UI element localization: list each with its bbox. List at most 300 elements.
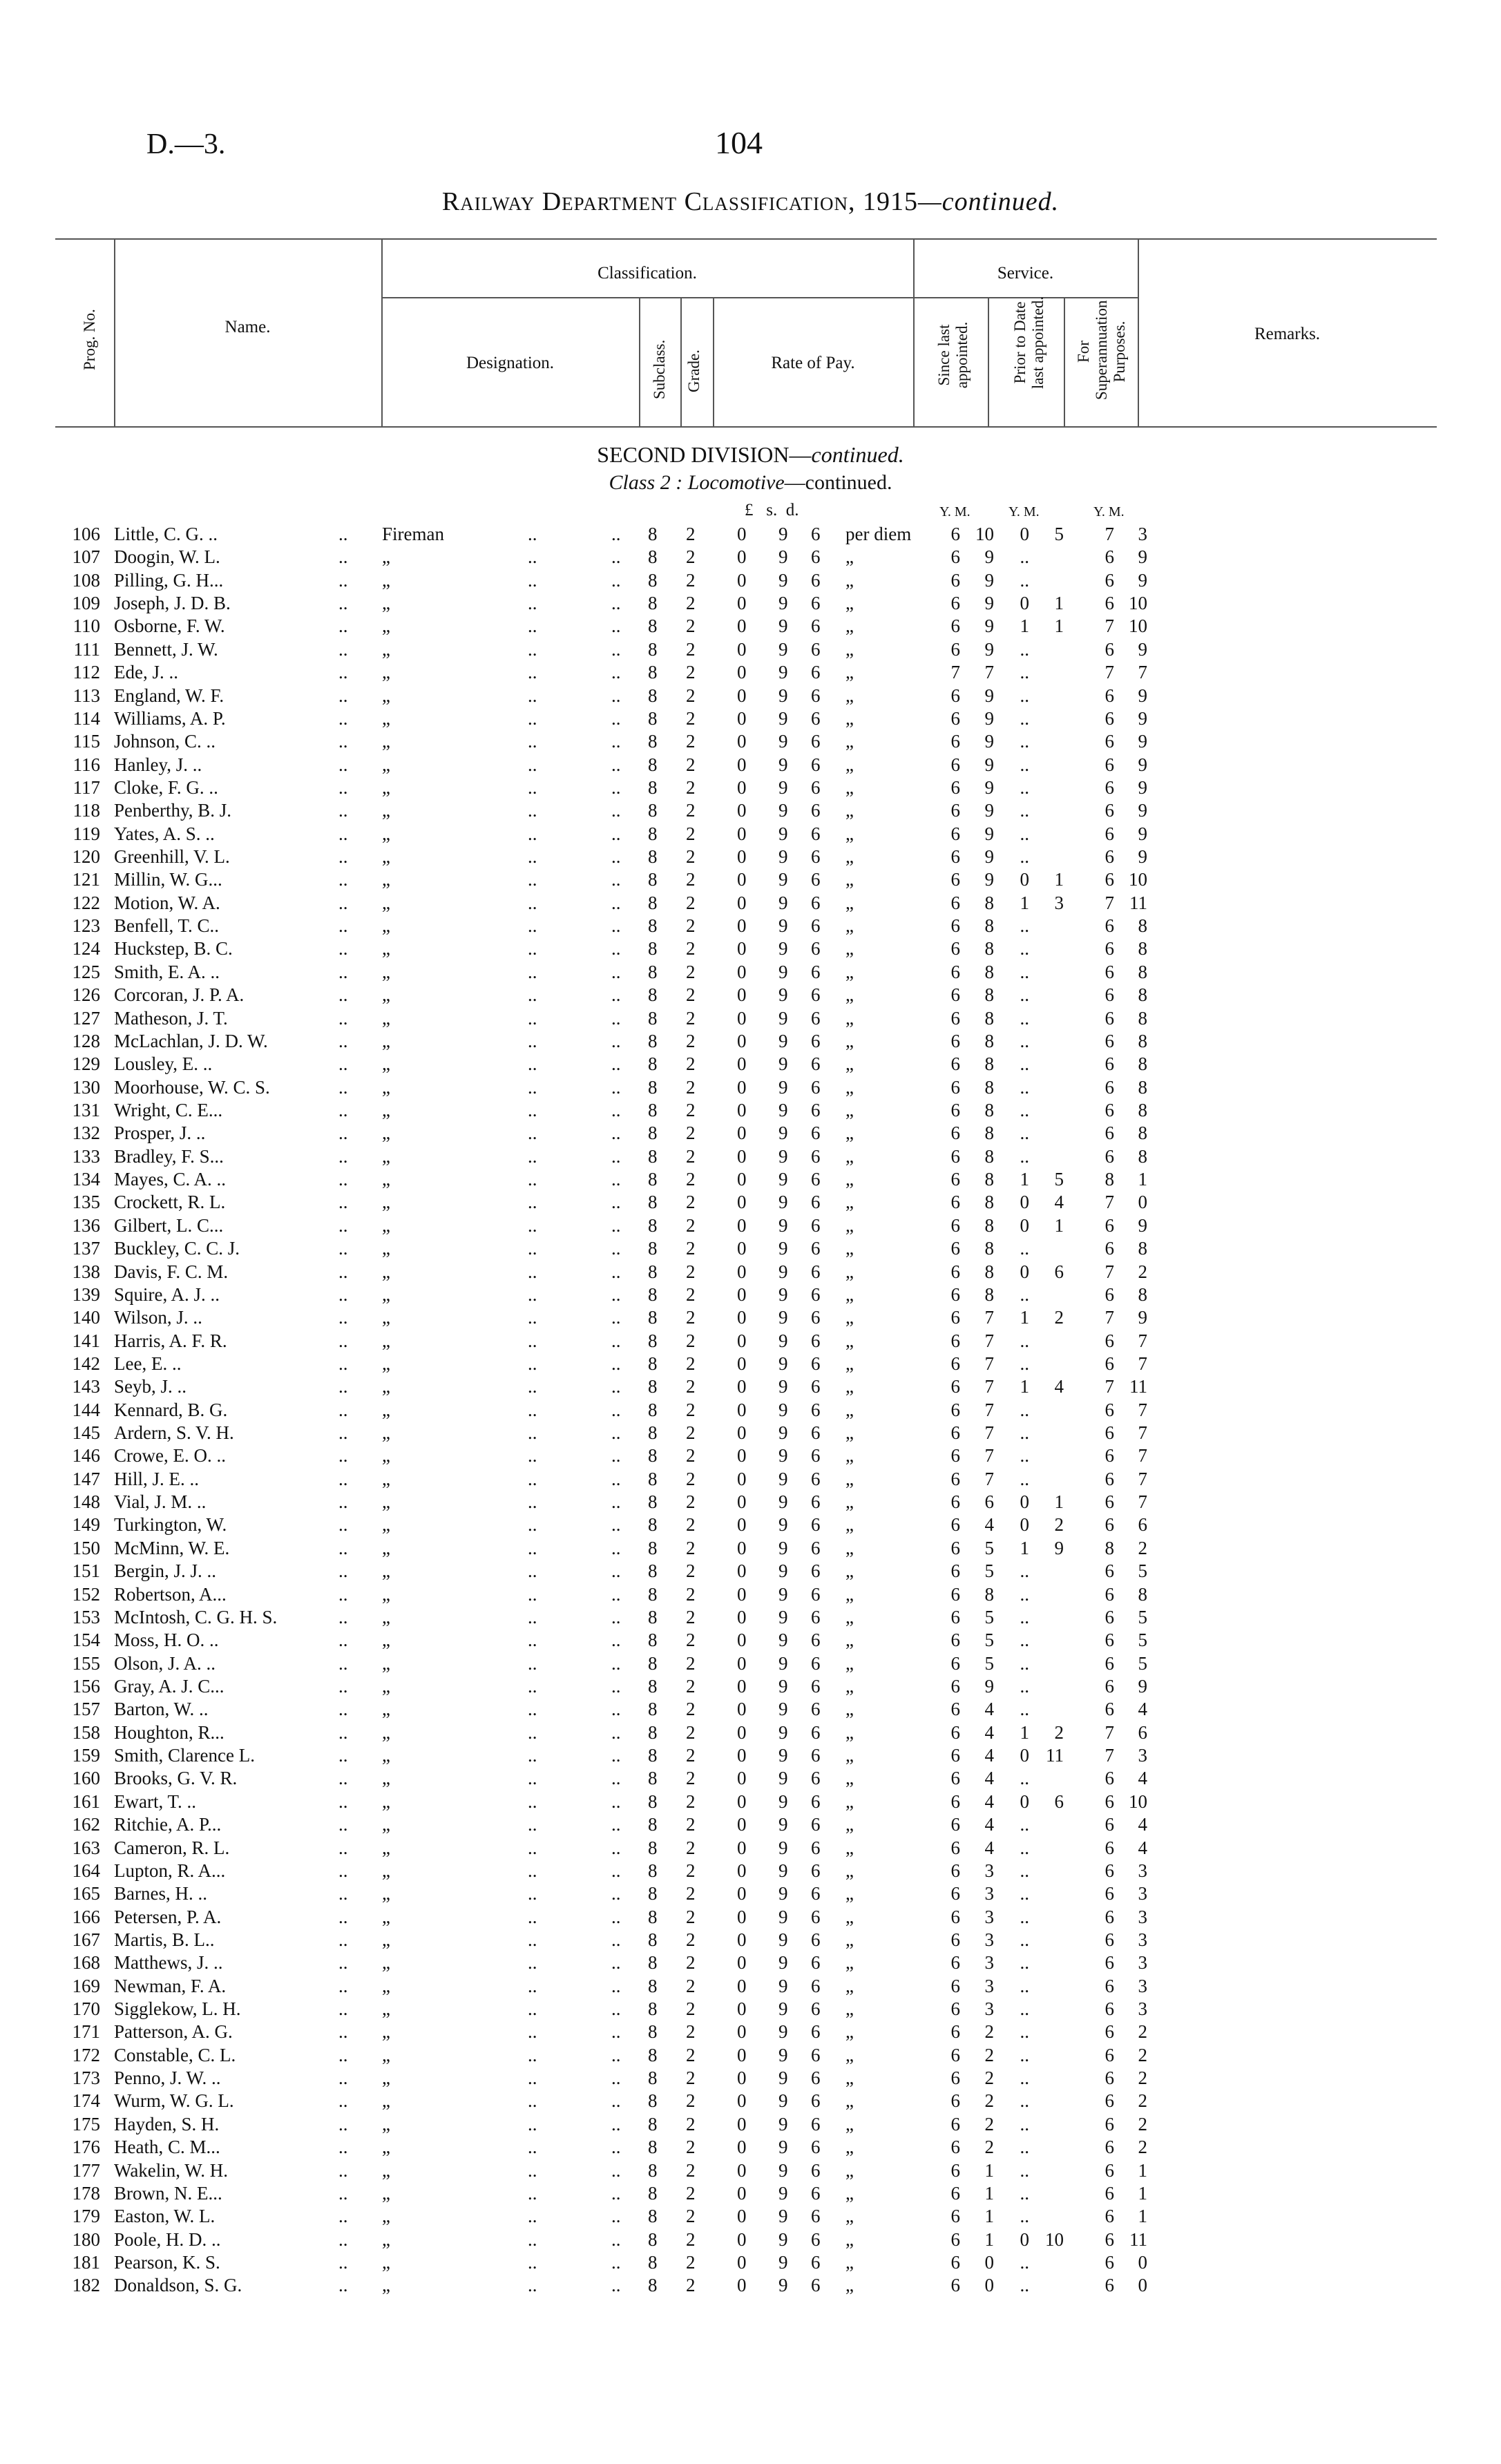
cell-pay-pounds: 0 xyxy=(737,731,747,752)
table-row xyxy=(0,2182,1501,2205)
cell-super-years: 7 xyxy=(1105,1376,1114,1397)
leader-dots: .. xyxy=(611,1906,621,1927)
cell-super-months: 2 xyxy=(1138,1537,1147,1558)
leader-dots: .. xyxy=(528,1376,537,1397)
cell-prior-years: 1 xyxy=(1020,1537,1029,1558)
cell-since-months: 4 xyxy=(984,1837,994,1858)
cell-prior-years: .. xyxy=(1020,1952,1029,1974)
cell-since-years: 6 xyxy=(950,1606,960,1627)
cell-pay-pounds: 0 xyxy=(737,1560,747,1582)
cell-super-years: 6 xyxy=(1105,1007,1114,1029)
header-service: Service. xyxy=(997,264,1054,283)
cell-designation: „ xyxy=(382,1975,390,1996)
leader-dots: .. xyxy=(528,593,537,614)
cell-grade: 2 xyxy=(686,1952,696,1974)
cell-prior-years: .. xyxy=(1020,707,1029,729)
class-name: Locomotive xyxy=(687,471,785,494)
cell-pay-pence: 6 xyxy=(811,1214,821,1236)
cell-prog-no: 126 xyxy=(72,984,100,1006)
cell-since-months: 9 xyxy=(984,615,994,637)
cell-since-months: 10 xyxy=(975,524,994,544)
cell-prior-years: 0 xyxy=(1020,1491,1029,1513)
cell-pay-period: „ xyxy=(845,1283,854,1305)
cell-prior-years: .. xyxy=(1020,1145,1029,1167)
cell-since-months: 9 xyxy=(984,546,994,568)
cell-since-years: 6 xyxy=(950,1790,960,1812)
cell-pay-period: „ xyxy=(845,1422,854,1444)
cell-super-years: 6 xyxy=(1105,1353,1114,1374)
leader-dots: .. xyxy=(528,1814,537,1835)
cell-since-months: 4 xyxy=(984,1514,994,1536)
cell-pay-period: „ xyxy=(845,1998,854,2020)
cell-grade: 2 xyxy=(686,776,696,798)
leader-dots: .. xyxy=(528,1906,537,1927)
cell-subclass: 8 xyxy=(648,823,658,844)
cell-pay-pence: 6 xyxy=(811,938,821,959)
leader-dots: .. xyxy=(338,1145,348,1167)
cell-super-months: 11 xyxy=(1129,1376,1147,1397)
cell-pay-shillings: 9 xyxy=(778,1860,788,1881)
leader-dots: .. xyxy=(338,2113,348,2134)
leader-dots: .. xyxy=(338,1283,348,1305)
leader-dots: .. xyxy=(338,892,348,913)
cell-pay-pence: 6 xyxy=(811,1630,821,1651)
cell-subclass: 8 xyxy=(648,1261,658,1282)
cell-pay-pence: 6 xyxy=(811,2090,821,2112)
cell-prog-no: 158 xyxy=(72,1721,100,1743)
cell-pay-period: „ xyxy=(845,685,854,706)
cell-pay-shillings: 9 xyxy=(778,1330,788,1351)
cell-prog-no: 169 xyxy=(72,1975,100,1996)
leader-dots: .. xyxy=(338,2206,348,2227)
cell-prior-months: 3 xyxy=(1054,892,1064,913)
cell-since-months: 4 xyxy=(984,1768,994,1789)
cell-super-months: 1 xyxy=(1138,2182,1147,2204)
cell-prior-years: 0 xyxy=(1020,593,1029,614)
cell-pay-pounds: 0 xyxy=(737,2206,747,2227)
cell-subclass: 8 xyxy=(648,754,658,775)
cell-pay-pounds: 0 xyxy=(737,1169,747,1190)
cell-subclass: 8 xyxy=(648,1445,658,1467)
cell-pay-pence: 6 xyxy=(811,1076,821,1098)
cell-name: Penberthy, B. J. xyxy=(114,800,231,821)
leader-dots: .. xyxy=(611,2228,621,2250)
cell-subclass: 8 xyxy=(648,2275,658,2296)
header-since-last: Since last appointed. xyxy=(935,321,971,389)
cell-prog-no: 124 xyxy=(72,938,100,959)
leader-dots: .. xyxy=(338,2137,348,2158)
cell-pay-pounds: 0 xyxy=(737,1583,747,1605)
cell-subclass: 8 xyxy=(648,1768,658,1789)
cell-pay-shillings: 9 xyxy=(778,1123,788,1144)
cell-prior-years: .. xyxy=(1020,2252,1029,2273)
cell-name: Johnson, C. .. xyxy=(114,731,216,752)
cell-super-years: 7 xyxy=(1105,1745,1114,1766)
cell-since-years: 6 xyxy=(950,731,960,752)
table-row xyxy=(0,1283,1501,1306)
cell-super-years: 6 xyxy=(1105,984,1114,1006)
cell-name: Bennett, J. W. xyxy=(114,638,218,660)
cell-name: Ritchie, A. P... xyxy=(114,1814,222,1835)
cell-designation: „ xyxy=(382,1422,390,1444)
cell-super-years: 6 xyxy=(1105,1283,1114,1305)
cell-pay-pence: 6 xyxy=(811,984,821,1006)
classification-underline xyxy=(381,297,913,298)
cell-prior-years: 0 xyxy=(1020,524,1029,544)
cell-designation: „ xyxy=(382,569,390,591)
leader-dots: .. xyxy=(611,1560,621,1582)
cell-grade: 2 xyxy=(686,961,696,982)
cell-designation: „ xyxy=(382,1445,390,1467)
cell-super-years: 6 xyxy=(1105,961,1114,982)
cell-since-years: 6 xyxy=(950,1975,960,1996)
cell-subclass: 8 xyxy=(648,1537,658,1558)
cell-grade: 2 xyxy=(686,546,696,568)
cell-pay-pence: 6 xyxy=(811,1814,821,1835)
cell-pay-pounds: 0 xyxy=(737,685,747,706)
cell-subclass: 8 xyxy=(648,638,658,660)
cell-pay-period: „ xyxy=(845,2228,854,2250)
table-row xyxy=(0,1882,1501,1905)
cell-since-years: 6 xyxy=(950,2228,960,2250)
cell-super-years: 8 xyxy=(1105,1537,1114,1558)
leader-dots: .. xyxy=(611,1399,621,1420)
cell-prior-months: 4 xyxy=(1054,1376,1064,1397)
cell-prog-no: 132 xyxy=(72,1123,100,1144)
cell-super-months: 4 xyxy=(1138,1768,1147,1789)
cell-since-months: 8 xyxy=(984,1053,994,1075)
cell-since-years: 6 xyxy=(950,1768,960,1789)
cell-pay-shillings: 9 xyxy=(778,823,788,844)
cell-since-months: 7 xyxy=(984,662,994,683)
cell-designation: „ xyxy=(382,776,390,798)
cell-pay-period: „ xyxy=(845,1145,854,1167)
leader-dots: .. xyxy=(528,1030,537,1051)
cell-super-years: 6 xyxy=(1105,938,1114,959)
cell-pay-period: „ xyxy=(845,2206,854,2227)
cell-name: Lousley, E. .. xyxy=(114,1053,213,1075)
cell-pay-pounds: 0 xyxy=(737,1283,747,1305)
cell-super-months: 9 xyxy=(1138,823,1147,844)
cell-prog-no: 179 xyxy=(72,2206,100,2227)
cell-prior-years: .. xyxy=(1020,1007,1029,1029)
cell-pay-period: „ xyxy=(845,1076,854,1098)
leader-dots: .. xyxy=(611,569,621,591)
cell-since-years: 7 xyxy=(950,662,960,683)
leader-dots: .. xyxy=(528,1652,537,1674)
table-row xyxy=(0,754,1501,776)
cell-super-months: 3 xyxy=(1138,1975,1147,1996)
cell-subclass: 8 xyxy=(648,1606,658,1627)
cell-since-years: 6 xyxy=(950,1699,960,1720)
cell-super-months: 7 xyxy=(1138,1422,1147,1444)
leader-dots: .. xyxy=(611,1123,621,1144)
cell-pay-pence: 6 xyxy=(811,2275,821,2296)
cell-grade: 2 xyxy=(686,2044,696,2065)
cell-prior-years: .. xyxy=(1020,1053,1029,1075)
cell-since-years: 6 xyxy=(950,754,960,775)
cell-prog-no: 170 xyxy=(72,1998,100,2020)
leader-dots: .. xyxy=(528,1929,537,1950)
cell-pay-shillings: 9 xyxy=(778,1169,788,1190)
cell-pay-pence: 6 xyxy=(811,800,821,821)
cell-pay-shillings: 9 xyxy=(778,1998,788,2020)
cell-pay-period: „ xyxy=(845,1214,854,1236)
cell-since-years: 6 xyxy=(950,1883,960,1904)
table-row xyxy=(0,1975,1501,1998)
cell-grade: 2 xyxy=(686,1145,696,1167)
cell-pay-pounds: 0 xyxy=(737,800,747,821)
leader-dots: .. xyxy=(338,823,348,844)
leader-dots: .. xyxy=(528,1837,537,1858)
cell-grade: 2 xyxy=(686,638,696,660)
cell-prior-months: 2 xyxy=(1054,1514,1064,1536)
cell-prior-years: .. xyxy=(1020,776,1029,798)
cell-since-years: 6 xyxy=(950,1192,960,1213)
table-row xyxy=(0,1813,1501,1836)
cell-super-months: 9 xyxy=(1138,638,1147,660)
table-row xyxy=(0,707,1501,730)
cell-prior-months: 11 xyxy=(1046,1745,1064,1766)
cell-prog-no: 146 xyxy=(72,1445,100,1467)
cell-pay-pounds: 0 xyxy=(737,1053,747,1075)
cell-subclass: 8 xyxy=(648,1100,658,1120)
cell-name: Smith, Clarence L. xyxy=(114,1745,255,1766)
cell-since-months: 9 xyxy=(984,869,994,890)
cell-pay-period: „ xyxy=(845,1468,854,1489)
cell-super-months: 2 xyxy=(1138,2021,1147,2043)
cell-pay-pounds: 0 xyxy=(737,938,747,959)
cell-pay-shillings: 9 xyxy=(778,1606,788,1627)
cell-subclass: 8 xyxy=(648,1790,658,1812)
cell-pay-pence: 6 xyxy=(811,1399,821,1420)
cell-pay-period: „ xyxy=(845,2275,854,2296)
cell-pay-shillings: 9 xyxy=(778,984,788,1006)
table-row xyxy=(0,1744,1501,1767)
cell-super-months: 2 xyxy=(1138,2067,1147,2089)
cell-since-months: 8 xyxy=(984,1169,994,1190)
cell-pay-period: „ xyxy=(845,1652,854,1674)
cell-prior-years: .. xyxy=(1020,1283,1029,1305)
cell-since-months: 5 xyxy=(984,1630,994,1651)
table-row xyxy=(0,1698,1501,1721)
cell-prior-years: .. xyxy=(1020,2206,1029,2227)
cell-pay-shillings: 9 xyxy=(778,569,788,591)
cell-grade: 2 xyxy=(686,662,696,683)
cell-grade: 2 xyxy=(686,1261,696,1282)
cell-grade: 2 xyxy=(686,685,696,706)
cell-super-months: 9 xyxy=(1138,1307,1147,1328)
cell-designation: „ xyxy=(382,1814,390,1835)
header-classification: Classification. xyxy=(597,264,697,283)
table-row xyxy=(0,1491,1501,1513)
cell-super-years: 6 xyxy=(1105,1145,1114,1167)
cell-since-years: 6 xyxy=(950,1238,960,1259)
table-row xyxy=(0,823,1501,846)
cell-name: Yates, A. S. .. xyxy=(114,823,215,844)
class-subtitle xyxy=(0,471,1501,495)
cell-designation: „ xyxy=(382,1169,390,1190)
cell-grade: 2 xyxy=(686,2090,696,2112)
cell-subclass: 8 xyxy=(648,1998,658,2020)
leader-dots: .. xyxy=(338,1330,348,1351)
table-row xyxy=(0,1145,1501,1168)
leader-dots: .. xyxy=(528,524,537,544)
leader-dots: .. xyxy=(611,1468,621,1489)
leader-dots: .. xyxy=(528,1491,537,1513)
cell-super-months: 11 xyxy=(1129,892,1147,913)
leader-dots: .. xyxy=(611,2206,621,2227)
cell-pay-pounds: 0 xyxy=(737,707,747,729)
cell-prog-no: 128 xyxy=(72,1030,100,1051)
leader-dots: .. xyxy=(611,1422,621,1444)
cell-pay-pence: 6 xyxy=(811,1030,821,1051)
cell-name: Bergin, J. J. .. xyxy=(114,1560,217,1582)
leader-dots: .. xyxy=(528,823,537,844)
cell-since-months: 2 xyxy=(984,2021,994,2043)
cell-since-years: 6 xyxy=(950,2067,960,2089)
cell-prior-years: 1 xyxy=(1020,892,1029,913)
leader-dots: .. xyxy=(611,1975,621,1996)
cell-super-months: 8 xyxy=(1138,1030,1147,1051)
cell-since-years: 6 xyxy=(950,1399,960,1420)
leader-dots: .. xyxy=(338,1883,348,1904)
cell-grade: 2 xyxy=(686,1053,696,1075)
cell-designation: „ xyxy=(382,1699,390,1720)
cell-pay-period: „ xyxy=(845,1169,854,1190)
cell-prior-years: .. xyxy=(1020,961,1029,982)
cell-name: Sigglekow, L. H. xyxy=(114,1998,241,2020)
cell-prog-no: 139 xyxy=(72,1283,100,1305)
cell-super-years: 6 xyxy=(1105,1906,1114,1927)
cell-since-years: 6 xyxy=(950,1514,960,1536)
cell-pay-pounds: 0 xyxy=(737,776,747,798)
cell-pay-shillings: 9 xyxy=(778,915,788,937)
leader-dots: .. xyxy=(611,869,621,890)
cell-super-months: 8 xyxy=(1138,1238,1147,1259)
cell-prior-years: .. xyxy=(1020,638,1029,660)
leader-dots: .. xyxy=(528,1283,537,1305)
cell-grade: 2 xyxy=(686,1192,696,1213)
leader-dots: .. xyxy=(528,754,537,775)
cell-designation: „ xyxy=(382,1491,390,1513)
table-row xyxy=(0,569,1501,592)
cell-super-years: 6 xyxy=(1105,1100,1114,1120)
cell-prog-no: 161 xyxy=(72,1790,100,1812)
table-row xyxy=(0,1122,1501,1145)
cell-grade: 2 xyxy=(686,1399,696,1420)
cell-super-years: 6 xyxy=(1105,823,1114,844)
cell-prior-years: .. xyxy=(1020,2067,1029,2089)
cell-pay-pounds: 0 xyxy=(737,892,747,913)
cell-prior-years: .. xyxy=(1020,662,1029,683)
cell-since-years: 6 xyxy=(950,846,960,868)
cell-grade: 2 xyxy=(686,2206,696,2227)
cell-super-months: 3 xyxy=(1138,1906,1147,1927)
cell-designation: „ xyxy=(382,615,390,637)
leader-dots: .. xyxy=(528,1076,537,1098)
cell-since-months: 1 xyxy=(984,2228,994,2250)
cell-since-months: 7 xyxy=(984,1422,994,1444)
leader-dots: .. xyxy=(528,1998,537,2020)
cell-since-years: 6 xyxy=(950,1123,960,1144)
cell-subclass: 8 xyxy=(648,915,658,937)
cell-designation: „ xyxy=(382,2113,390,2134)
cell-pay-shillings: 9 xyxy=(778,846,788,868)
cell-pay-pence: 6 xyxy=(811,1468,821,1489)
cell-prior-years: .. xyxy=(1020,731,1029,752)
cell-pay-pence: 6 xyxy=(811,1998,821,2020)
cell-super-years: 6 xyxy=(1105,846,1114,868)
cell-pay-pounds: 0 xyxy=(737,984,747,1006)
cell-prior-years: .. xyxy=(1020,1998,1029,2020)
table-row xyxy=(0,1330,1501,1353)
cell-subclass: 8 xyxy=(648,869,658,890)
cell-pay-pounds: 0 xyxy=(737,1030,747,1051)
cell-grade: 2 xyxy=(686,1076,696,1098)
cell-pay-shillings: 9 xyxy=(778,2252,788,2273)
cell-subclass: 8 xyxy=(648,1053,658,1075)
cell-pay-pence: 6 xyxy=(811,1192,821,1213)
cell-prog-no: 145 xyxy=(72,1422,100,1444)
cell-designation: „ xyxy=(382,2137,390,2158)
cell-pay-shillings: 9 xyxy=(778,938,788,959)
cell-prior-months: 2 xyxy=(1054,1721,1064,1743)
table-row xyxy=(0,1513,1501,1536)
cell-pay-pence: 6 xyxy=(811,2182,821,2204)
cell-designation: Fireman xyxy=(382,524,444,544)
cell-pay-period: „ xyxy=(845,1307,854,1328)
leader-dots: .. xyxy=(528,915,537,937)
cell-prior-years: .. xyxy=(1020,1583,1029,1605)
cell-name: Wurm, W. G. L. xyxy=(114,2090,234,2112)
cell-pay-period: „ xyxy=(845,938,854,959)
cell-pay-pence: 6 xyxy=(811,1123,821,1144)
cell-name: Easton, W. L. xyxy=(114,2206,216,2227)
cell-pay-period: „ xyxy=(845,1583,854,1605)
leader-dots: .. xyxy=(338,1422,348,1444)
leader-dots: .. xyxy=(528,2275,537,2296)
cell-pay-period: „ xyxy=(845,2090,854,2112)
leader-dots: .. xyxy=(528,1330,537,1351)
cell-since-years: 6 xyxy=(950,1860,960,1881)
cell-name: Wakelin, W. H. xyxy=(114,2159,229,2181)
leader-dots: .. xyxy=(528,1537,537,1558)
cell-grade: 2 xyxy=(686,593,696,614)
cell-since-months: 9 xyxy=(984,731,994,752)
cell-pay-pence: 6 xyxy=(811,1583,821,1605)
cell-since-months: 9 xyxy=(984,823,994,844)
cell-pay-shillings: 9 xyxy=(778,1837,788,1858)
leader-dots: .. xyxy=(611,615,621,637)
cell-super-months: 5 xyxy=(1138,1630,1147,1651)
leader-dots: .. xyxy=(338,1192,348,1213)
cell-super-months: 4 xyxy=(1138,1837,1147,1858)
table-row xyxy=(0,1767,1501,1790)
cell-super-years: 6 xyxy=(1105,1076,1114,1098)
cell-subclass: 8 xyxy=(648,1399,658,1420)
cell-since-months: 9 xyxy=(984,685,994,706)
leader-dots: .. xyxy=(528,1860,537,1881)
cell-grade: 2 xyxy=(686,1768,696,1789)
page-number: 104 xyxy=(715,125,763,160)
cell-prior-years: .. xyxy=(1020,1652,1029,1674)
cell-since-months: 5 xyxy=(984,1606,994,1627)
cell-grade: 2 xyxy=(686,1837,696,1858)
cell-since-months: 8 xyxy=(984,1123,994,1144)
cell-designation: „ xyxy=(382,1214,390,1236)
cell-prog-no: 116 xyxy=(73,754,100,775)
